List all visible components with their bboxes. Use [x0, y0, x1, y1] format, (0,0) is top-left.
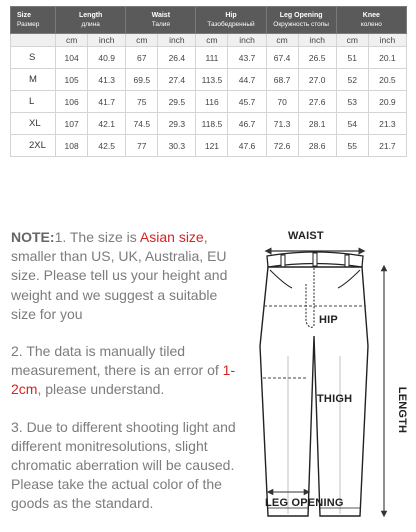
- measurement-cell: 20.5: [368, 69, 406, 91]
- measurement-cell: 27.0: [298, 69, 336, 91]
- unit-cell: cm: [56, 34, 88, 47]
- unit-cell: cm: [266, 34, 298, 47]
- measurement-cell: 41.7: [88, 91, 126, 113]
- size-cell: M: [11, 69, 56, 91]
- measurement-cell: 105: [56, 69, 88, 91]
- table-row: [11, 47, 407, 69]
- measurement-cell: 21.7: [368, 135, 406, 157]
- measurement-cell: 67: [126, 47, 158, 69]
- note-1-text-a: 1. The size is: [54, 229, 140, 245]
- measurement-cell: 113.5: [196, 69, 228, 91]
- note-heading: NOTE:: [11, 229, 55, 245]
- table-body: [11, 47, 407, 157]
- measurement-cell: 20.1: [368, 47, 406, 69]
- measurement-cell: 68.7: [266, 69, 298, 91]
- header-leg-opening: Leg Opening Окружность стопы: [266, 7, 336, 34]
- header-size: Size Размер: [11, 7, 56, 34]
- measurement-cell: 27.4: [158, 69, 196, 91]
- header-knee: Knee колено: [336, 7, 406, 34]
- measurement-cell: 70: [266, 91, 298, 113]
- unit-cell: inch: [88, 34, 126, 47]
- measurement-cell: 27.6: [298, 91, 336, 113]
- measurement-cell: 108: [56, 135, 88, 157]
- measurement-cell: 29.3: [158, 113, 196, 135]
- note-2: [11, 342, 246, 400]
- measurement-cell: 72.6: [266, 135, 298, 157]
- header-waist: Waist Талия: [126, 7, 196, 34]
- table-row: [11, 113, 407, 135]
- length-label: LENGTH: [396, 386, 408, 434]
- note-3-text: 3. Due to different shooting light and different monitresolutions, slight chromatic aberration will be caused. Please take the actual color of the goods as the standard.: [11, 418, 236, 512]
- measurement-cell: 28.6: [298, 135, 336, 157]
- measurement-cell: 77: [126, 135, 158, 157]
- table-row: [11, 135, 407, 157]
- measurement-cell: 121: [196, 135, 228, 157]
- size-cell: XL: [11, 113, 56, 135]
- measurement-cell: 107: [56, 113, 88, 135]
- note-2-text-a: 2. The data is manually tiled measurement, there is an error of: [11, 343, 223, 379]
- measurement-cell: 44.7: [228, 69, 266, 91]
- unit-cell: inch: [158, 34, 196, 47]
- measurement-cell: 55: [336, 135, 368, 157]
- measurement-cell: 21.3: [368, 113, 406, 135]
- thigh-label: THIGH: [317, 393, 353, 405]
- measurement-cell: 41.3: [88, 69, 126, 91]
- note-2-text-b: , please understand.: [37, 381, 165, 398]
- measurement-cell: 74.5: [126, 113, 158, 135]
- size-cell: S: [11, 47, 56, 69]
- measurement-cell: 26.4: [158, 47, 196, 69]
- size-chart-table: [10, 6, 407, 157]
- header-length: Length длина: [56, 7, 126, 34]
- measurement-cell: 29.5: [158, 91, 196, 113]
- note-1-highlight: Asian size: [139, 229, 204, 245]
- pants-outline-illustration: [250, 226, 416, 532]
- measurement-cell: 67.4: [266, 47, 298, 69]
- table-header-row: [11, 7, 407, 34]
- measurement-cell: 45.7: [228, 91, 266, 113]
- measurement-cell: 69.5: [126, 69, 158, 91]
- size-cell: L: [11, 91, 56, 113]
- measurement-cell: 46.7: [228, 113, 266, 135]
- unit-cell: inch: [368, 34, 406, 47]
- measurement-cell: 71.3: [266, 113, 298, 135]
- measurement-cell: 28.1: [298, 113, 336, 135]
- table-row: [11, 91, 407, 113]
- hip-label: HIP: [319, 314, 338, 326]
- measurement-cell: 51: [336, 47, 368, 69]
- header-hip: Hip Тазобедренный: [196, 7, 266, 34]
- note-1: [11, 228, 246, 324]
- unit-cell: inch: [298, 34, 336, 47]
- measurement-cell: 54: [336, 113, 368, 135]
- measurement-cell: 43.7: [228, 47, 266, 69]
- measurement-cell: 20.9: [368, 91, 406, 113]
- measurement-cell: 42.5: [88, 135, 126, 157]
- measurement-cell: 118.5: [196, 113, 228, 135]
- pants-measurement-diagram: [250, 226, 416, 532]
- size-notes: [11, 228, 246, 532]
- note-3: [11, 418, 246, 514]
- measurement-cell: 106: [56, 91, 88, 113]
- unit-cell: cm: [196, 34, 228, 47]
- units-empty-cell: [11, 34, 56, 47]
- measurement-cell: 26.5: [298, 47, 336, 69]
- measurement-cell: 47.6: [228, 135, 266, 157]
- table-row: [11, 69, 407, 91]
- measurement-cell: 111: [196, 47, 228, 69]
- leg-opening-label: LEG OPENING: [265, 497, 344, 509]
- note-2-highlight: 1-2cm: [11, 362, 236, 398]
- measurement-cell: 40.9: [88, 47, 126, 69]
- unit-cell: inch: [228, 34, 266, 47]
- table-units-row: [11, 34, 407, 47]
- size-cell: 2XL: [11, 135, 56, 157]
- note-1-text-b: , smaller than US, UK, Australia, EU size. Please tell us your height and weight and we suggest a suitable size for you: [11, 229, 228, 322]
- measurement-cell: 116: [196, 91, 228, 113]
- measurement-cell: 30.3: [158, 135, 196, 157]
- unit-cell: cm: [126, 34, 158, 47]
- measurement-cell: 42.1: [88, 113, 126, 135]
- unit-cell: cm: [336, 34, 368, 47]
- measurement-cell: 75: [126, 91, 158, 113]
- waist-label: WAIST: [288, 230, 324, 242]
- measurement-cell: 53: [336, 91, 368, 113]
- measurement-cell: 52: [336, 69, 368, 91]
- measurement-cell: 104: [56, 47, 88, 69]
